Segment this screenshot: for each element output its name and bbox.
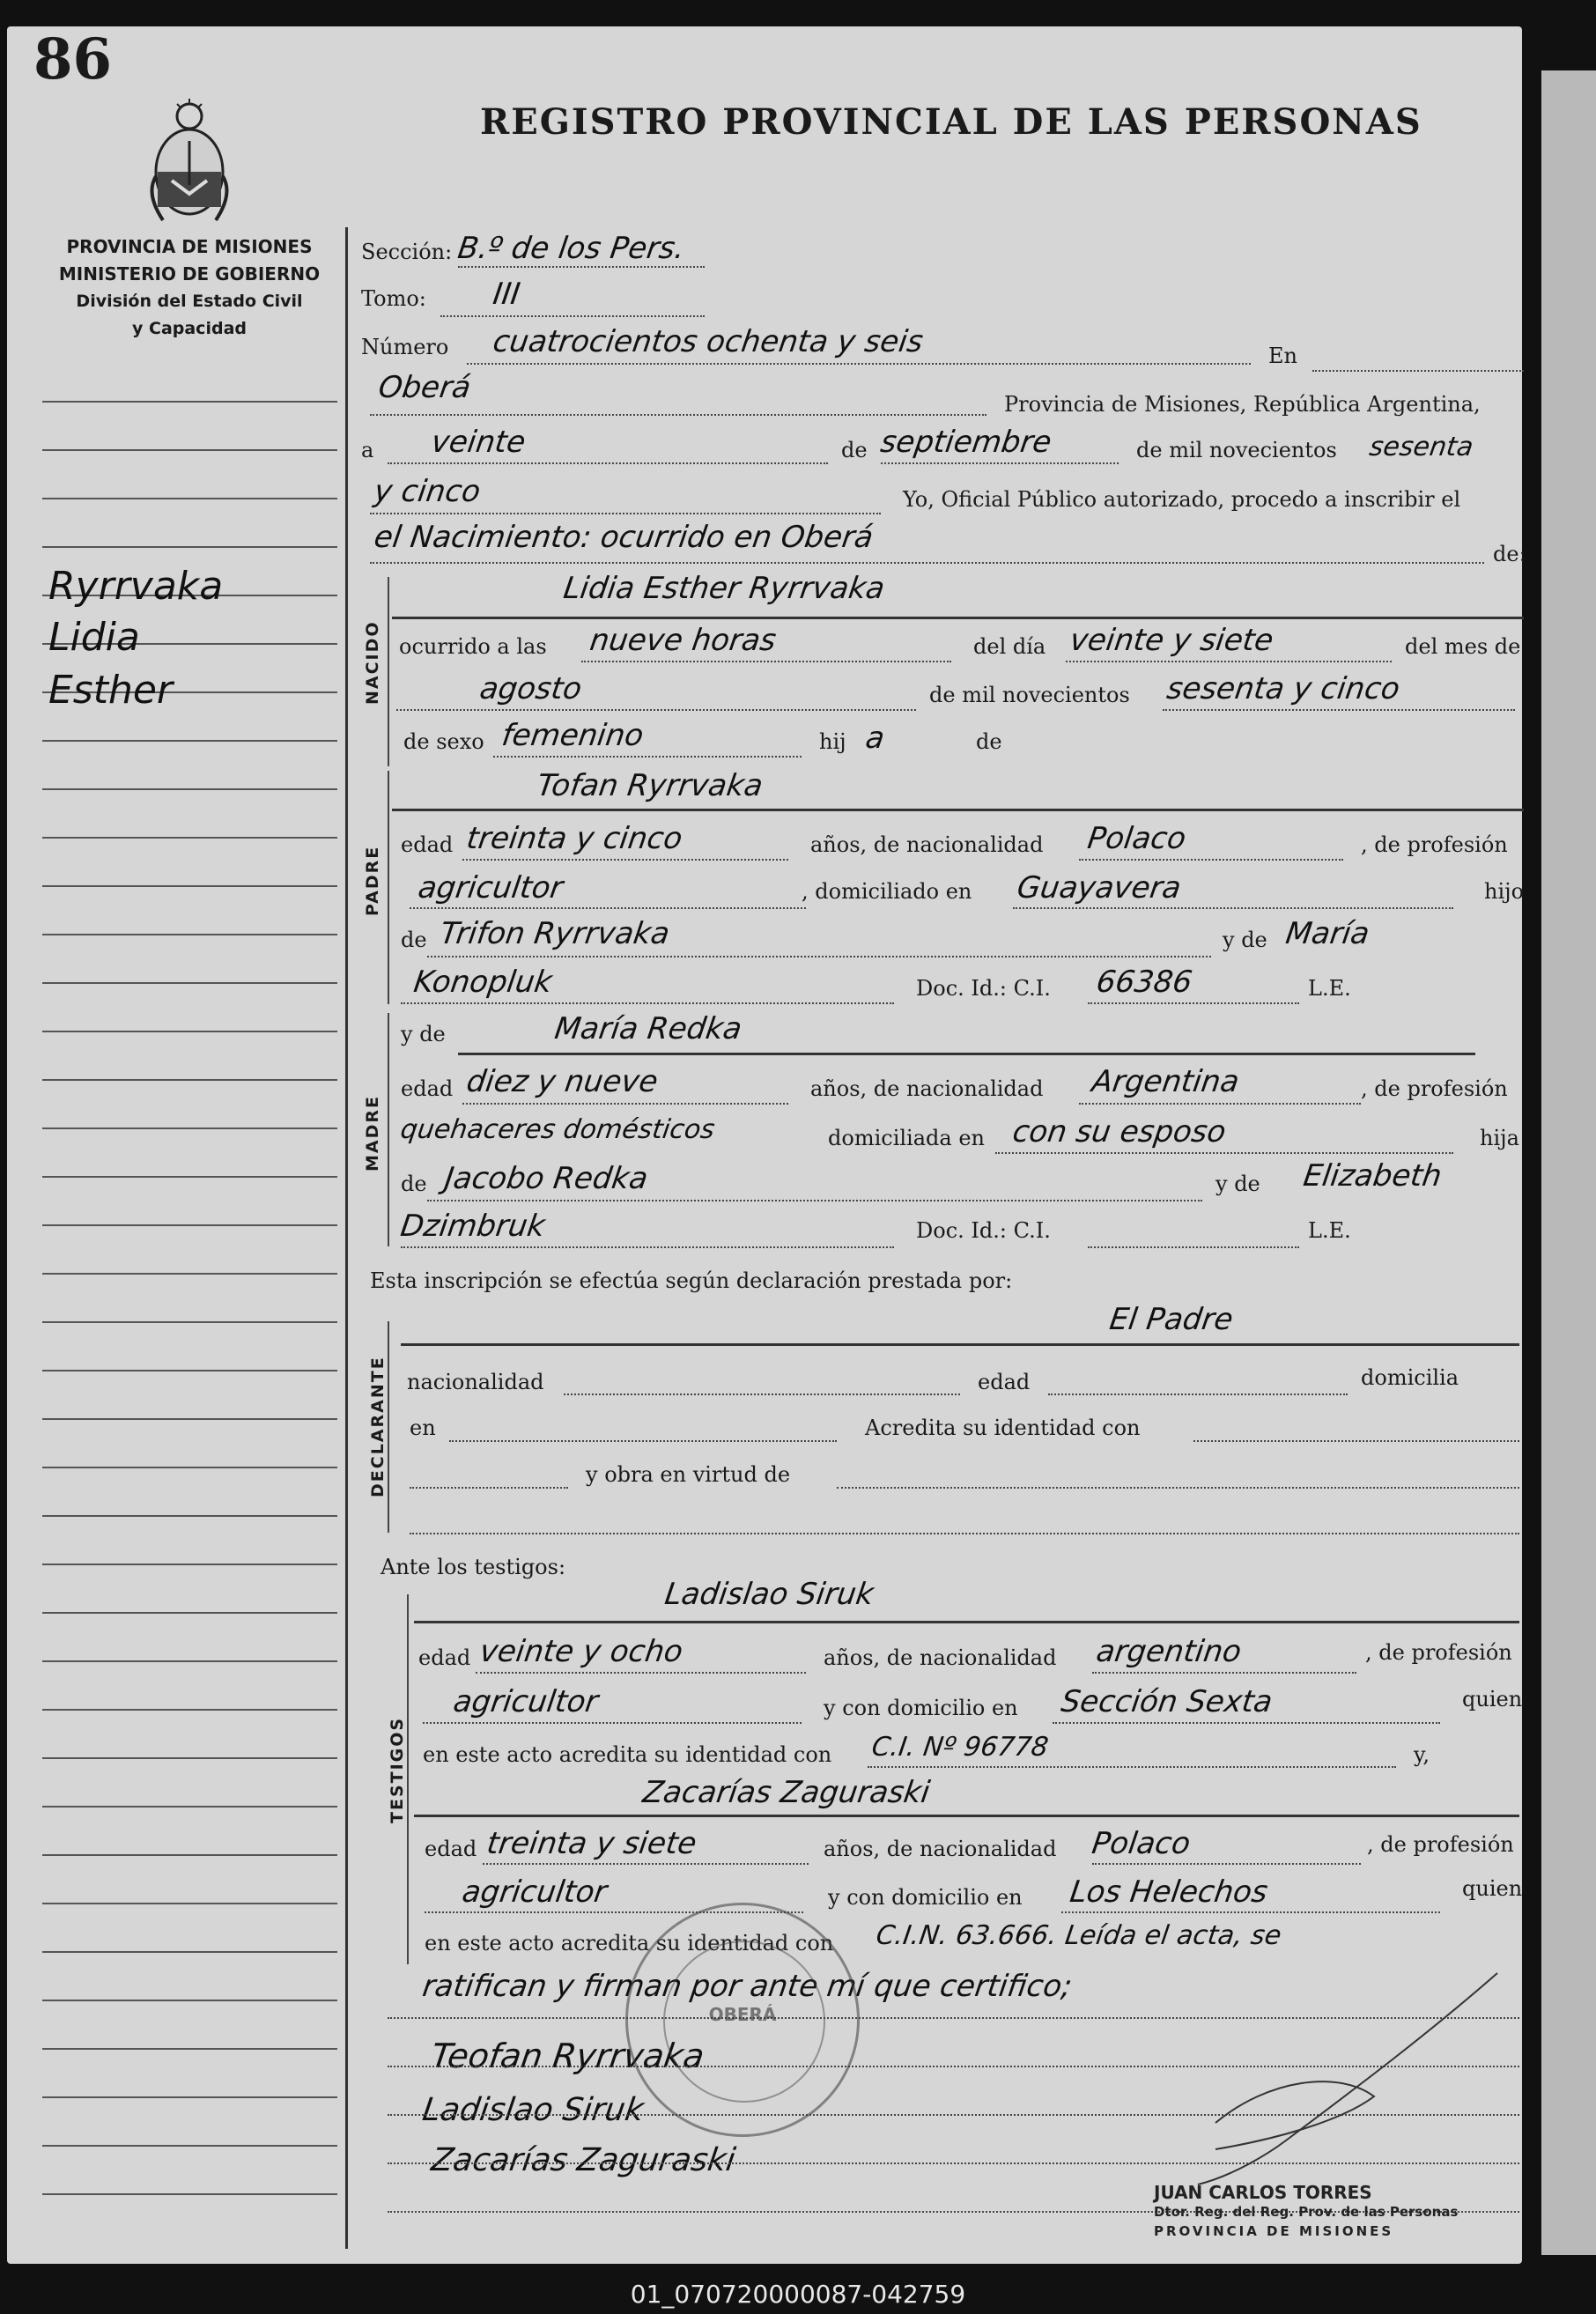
declarante-bar bbox=[388, 1321, 389, 1533]
officer-text: Yo, Oficial Público autorizado, procedo a inscribir el bbox=[903, 487, 1461, 512]
margin-rule bbox=[42, 1370, 337, 1371]
margin-rule bbox=[42, 1564, 337, 1565]
de-colon-label: de: bbox=[1493, 542, 1526, 566]
father-yde-label: y de bbox=[1223, 928, 1267, 952]
margin-rule bbox=[42, 498, 337, 499]
father-nat-line bbox=[1079, 859, 1343, 861]
maternal-grandfather: Jacobo Redka bbox=[442, 1161, 651, 1196]
father-doc-value: 66386 bbox=[1094, 965, 1194, 1000]
mother-prof-value: quehaceres domésticos bbox=[398, 1114, 717, 1145]
year-value: sesenta bbox=[1367, 432, 1475, 462]
closing-text: ratifican y firman por ante mí que certifico; bbox=[420, 1969, 1075, 2004]
witness1-rule bbox=[414, 1621, 1519, 1623]
numero-label: Número bbox=[361, 335, 449, 359]
mother-nat-value: Argentina bbox=[1090, 1064, 1242, 1099]
coat-of-arms-icon bbox=[145, 97, 233, 229]
declarante-value: El Padre bbox=[1107, 1302, 1236, 1337]
maternal-grandmother-surname: Dzimbruk bbox=[398, 1209, 548, 1244]
margin-rule bbox=[42, 449, 337, 451]
mother-prof-label: , de profesión bbox=[1361, 1076, 1508, 1101]
madre-section-label: MADRE bbox=[363, 1095, 382, 1172]
mother-edad-line bbox=[462, 1103, 788, 1105]
father-edad-label: edad bbox=[401, 832, 454, 857]
maternal-grandmother: Elizabeth bbox=[1301, 1158, 1445, 1194]
maternal-grandmother-line bbox=[401, 1246, 894, 1248]
place-line bbox=[370, 414, 986, 416]
mother-de-label: de bbox=[401, 1172, 427, 1196]
testigos-intro: Ante los testigos: bbox=[381, 1555, 566, 1579]
declarante-rule bbox=[401, 1343, 1519, 1346]
maternal-grandfather-line bbox=[427, 1200, 1202, 1201]
birth-month-value: agosto bbox=[477, 671, 584, 706]
decl-obra-label: y obra en virtud de bbox=[586, 1462, 791, 1487]
w1-nat-label: años, de nacionalidad bbox=[824, 1645, 1057, 1670]
w1-prof-line bbox=[423, 1722, 802, 1724]
year-label: de mil novecientos bbox=[1136, 438, 1337, 462]
padre-bar bbox=[388, 771, 389, 1004]
margin-rule bbox=[42, 1079, 337, 1081]
margin-rule bbox=[42, 837, 337, 839]
w2-acredita-label: en este acto acredita su identidad con bbox=[425, 1931, 834, 1955]
father-name-rule bbox=[392, 809, 1524, 811]
birth-month-line bbox=[396, 709, 916, 711]
witness2-name: Zacarías Zaguraski bbox=[640, 1775, 933, 1810]
mother-yde-label: y de bbox=[1215, 1172, 1260, 1196]
hij-label: hij bbox=[819, 729, 846, 754]
margin-rule bbox=[42, 1515, 337, 1517]
file-id: 01_070720000087-042759 bbox=[630, 2280, 966, 2309]
grandmother-line bbox=[401, 1002, 894, 1004]
margin-rule bbox=[42, 1418, 337, 1420]
mother-edad-value: diez y nueve bbox=[464, 1064, 661, 1099]
birth-year-line bbox=[1163, 709, 1515, 711]
ocurrido-label: ocurrido a las bbox=[399, 634, 547, 659]
year2-line bbox=[370, 513, 881, 514]
official-signature-icon bbox=[1163, 1964, 1515, 2193]
margin-rule bbox=[42, 1951, 337, 1953]
del-mes-label: del mes de bbox=[1405, 634, 1521, 659]
declarante-section-label: DECLARANTE bbox=[368, 1356, 388, 1497]
event-value: el Nacimiento: ocurrido en Oberá bbox=[372, 520, 876, 555]
ministry-block bbox=[35, 233, 344, 343]
w2-prof-label: , de profesión bbox=[1367, 1832, 1514, 1857]
day-value: veinte bbox=[429, 425, 528, 460]
decl-obra-pre-line bbox=[410, 1487, 568, 1489]
w1-acredita-label: en este acto acredita su identidad con bbox=[423, 1742, 832, 1767]
testigos-bar bbox=[407, 1594, 409, 1964]
official-block bbox=[1154, 2183, 1458, 2241]
margin-rule bbox=[42, 982, 337, 984]
father-nat-value: Polaco bbox=[1085, 821, 1188, 856]
mother-nat-line bbox=[1079, 1103, 1361, 1105]
official-province: PROVINCIA DE MISIONES bbox=[1154, 2223, 1394, 2239]
nacido-de-label: de bbox=[976, 729, 1002, 754]
hij-value: a bbox=[863, 721, 887, 756]
capacity-label: y Capacidad bbox=[132, 319, 247, 338]
tomo-value: III bbox=[491, 277, 522, 312]
tomo-line bbox=[440, 315, 705, 317]
a-label: a bbox=[361, 438, 374, 462]
father-edad-value: treinta y cinco bbox=[464, 821, 685, 856]
column-divider bbox=[345, 227, 348, 2249]
w1-acredita-line bbox=[868, 1766, 1396, 1768]
sexo-label: de sexo bbox=[403, 729, 484, 754]
w1-dom-label: y con domicilio en bbox=[824, 1696, 1018, 1720]
decl-obra-line bbox=[837, 1487, 1519, 1489]
document-title: REGISTRO PROVINCIAL DE LAS PERSONAS bbox=[480, 101, 1422, 143]
margin-rule bbox=[42, 2000, 337, 2001]
mother-dom-label: domiciliada en bbox=[828, 1126, 985, 1150]
margin-surname: Ryrrvaka bbox=[48, 564, 224, 609]
mother-doc-label: Doc. Id.: C.I. bbox=[916, 1218, 1051, 1243]
official-stamp bbox=[625, 1903, 860, 2137]
father-doc-label: Doc. Id.: C.I. bbox=[916, 976, 1051, 1001]
numero-line bbox=[467, 363, 1251, 365]
decl-extra-line bbox=[410, 1533, 1519, 1534]
father-doc-line bbox=[1088, 1002, 1299, 1004]
testigos-section-label: TESTIGOS bbox=[388, 1716, 407, 1823]
paternal-grandmother-surname: Konopluk bbox=[411, 965, 555, 1000]
witness2-rule bbox=[414, 1815, 1519, 1817]
decl-nat-label: nacionalidad bbox=[407, 1370, 544, 1394]
margin-rule bbox=[42, 2193, 337, 2195]
father-dom-line bbox=[1013, 907, 1453, 909]
paternal-grandfather: Trifon Ryrrvaka bbox=[438, 916, 672, 951]
mother-name-rule bbox=[458, 1053, 1475, 1055]
father-prof-value: agricultor bbox=[416, 870, 565, 906]
margin-second-name: Esther bbox=[48, 668, 174, 713]
w2-nat-line bbox=[1092, 1863, 1361, 1865]
w1-dom-line bbox=[1053, 1722, 1440, 1724]
nacido-name-rule bbox=[392, 617, 1524, 619]
w2-nat-label: años, de nacionalidad bbox=[824, 1837, 1057, 1861]
margin-rule bbox=[42, 401, 337, 403]
w1-nat-line bbox=[1092, 1672, 1356, 1674]
w1-dom-value: Sección Sexta bbox=[1059, 1684, 1275, 1719]
event-line bbox=[370, 562, 1484, 564]
w2-dom-label: y con domicilio en bbox=[828, 1885, 1023, 1910]
margin-rule bbox=[42, 1273, 337, 1275]
margin-rule bbox=[42, 1806, 337, 1808]
w2-acredita-value: C.I.N. 63.666. Leída el acta, se bbox=[874, 1920, 1283, 1951]
place-value: Oberá bbox=[376, 370, 473, 405]
nacido-section-label: NACIDO bbox=[363, 620, 382, 705]
father-edad-line bbox=[462, 859, 788, 861]
margin-rule bbox=[42, 1031, 337, 1032]
w2-dom-value: Los Helechos bbox=[1068, 1874, 1270, 1910]
w1-acredita-value: C.I. Nº 96778 bbox=[869, 1732, 1051, 1763]
witness1-name: Ladislao Siruk bbox=[662, 1577, 876, 1612]
decl-en-line bbox=[449, 1440, 837, 1442]
seccion-value: B.º de los Pers. bbox=[455, 231, 687, 266]
father-de-label: de bbox=[401, 928, 427, 952]
margin-rule bbox=[42, 788, 337, 790]
hour-value: nueve horas bbox=[587, 623, 779, 658]
margin-rule bbox=[42, 740, 337, 742]
father-hijo-label: hijo bbox=[1484, 879, 1525, 904]
margin-rule bbox=[42, 1854, 337, 1856]
signature-father: Teofan Ryrrvaka bbox=[428, 2037, 707, 2075]
w1-edad-line bbox=[476, 1672, 806, 1674]
signature-witness2: Zacarías Zaguraski bbox=[429, 2142, 738, 2178]
w1-edad-value: veinte y ocho bbox=[477, 1634, 685, 1669]
margin-rule bbox=[42, 546, 337, 548]
hour-line bbox=[581, 661, 951, 662]
father-nat-label: años, de nacionalidad bbox=[810, 832, 1044, 857]
margin-rule bbox=[42, 1127, 337, 1129]
division-label: División del Estado Civil bbox=[76, 292, 303, 311]
mother-doc-line bbox=[1088, 1246, 1299, 1248]
numero-value: cuatrocientos ochenta y seis bbox=[491, 324, 926, 359]
margin-rule bbox=[42, 2145, 337, 2147]
w2-edad-line bbox=[483, 1863, 809, 1865]
stamp-text: OBERÁ bbox=[708, 2004, 777, 2025]
w2-dom-line bbox=[1061, 1911, 1440, 1913]
mother-name: María Redka bbox=[552, 1011, 744, 1046]
paternal-grandfather-line bbox=[427, 956, 1211, 957]
father-dom-value: Guayavera bbox=[1015, 870, 1184, 906]
seccion-line bbox=[458, 266, 705, 268]
mother-nat-label: años, de nacionalidad bbox=[810, 1076, 1044, 1101]
day-line bbox=[388, 462, 828, 464]
margin-rule bbox=[42, 1176, 337, 1178]
w2-prof-value: agricultor bbox=[460, 1874, 610, 1910]
en-label: En bbox=[1268, 344, 1297, 368]
de-label: de bbox=[841, 438, 868, 462]
nacido-bar bbox=[388, 577, 389, 766]
w1-edad-label: edad bbox=[418, 1645, 471, 1670]
province-text: Provincia de Misiones, República Argentina, bbox=[1004, 392, 1481, 417]
official-title: Dtor. Reg. del Reg. Prov. de las Personas bbox=[1154, 2204, 1459, 2220]
margin-rule bbox=[42, 885, 337, 887]
w1-quien-label: quien bbox=[1462, 1687, 1523, 1711]
decl-nat-line bbox=[564, 1394, 960, 1395]
father-prof-line bbox=[410, 907, 806, 909]
decl-acredita-label: Acredita su identidad con bbox=[865, 1416, 1141, 1440]
tomo-label: Tomo: bbox=[361, 286, 426, 311]
w2-nat-value: Polaco bbox=[1090, 1826, 1193, 1861]
province-label: PROVINCIA DE MISIONES bbox=[66, 236, 313, 257]
margin-rule bbox=[42, 1660, 337, 1662]
father-dom-label: , domiciliado en bbox=[802, 879, 972, 904]
adjacent-page-edge bbox=[1541, 70, 1596, 2255]
margin-rule bbox=[42, 934, 337, 935]
sexo-value: femenino bbox=[499, 718, 647, 753]
signature-witness1: Ladislao Siruk bbox=[420, 2092, 647, 2128]
margin-rule bbox=[42, 1903, 337, 1904]
decl-edad-line bbox=[1048, 1394, 1348, 1395]
margin-rule bbox=[42, 1224, 337, 1226]
decl-edad-label: edad bbox=[978, 1370, 1031, 1394]
birth-day-line bbox=[1066, 661, 1392, 662]
sexo-line bbox=[493, 756, 802, 758]
year-value-2: y cinco bbox=[372, 474, 483, 509]
father-prof-label: , de profesión bbox=[1361, 832, 1508, 857]
father-le-label: L.E. bbox=[1308, 976, 1351, 1001]
margin-rule bbox=[42, 2096, 337, 2098]
margin-rule bbox=[42, 2048, 337, 2050]
birth-year-value: sesenta y cinco bbox=[1164, 671, 1402, 706]
del-dia-label: del día bbox=[973, 634, 1046, 659]
w1-y-label: y, bbox=[1414, 1742, 1430, 1767]
margin-rule bbox=[42, 1612, 337, 1614]
w2-edad-value: treinta y siete bbox=[484, 1826, 699, 1861]
mother-edad-label: edad bbox=[401, 1076, 454, 1101]
margin-rule bbox=[42, 1757, 337, 1759]
official-name: JUAN CARLOS TORRES bbox=[1154, 2182, 1372, 2203]
birth-day-value: veinte y siete bbox=[1068, 623, 1276, 658]
month-value: septiembre bbox=[878, 425, 1054, 460]
birth-year-label: de mil novecientos bbox=[929, 683, 1130, 707]
mother-dom-value: con su esposo bbox=[1010, 1114, 1229, 1150]
margin-first-name: Lidia bbox=[48, 615, 140, 660]
ministry-label: MINISTERIO DE GOBIERNO bbox=[58, 263, 321, 285]
margin-rule bbox=[42, 1321, 337, 1323]
decl-acredita-line bbox=[1193, 1440, 1519, 1442]
margin-rule bbox=[42, 1467, 337, 1468]
w1-prof-value: agricultor bbox=[451, 1684, 601, 1719]
nacido-name: Lidia Esther Ryrrvaka bbox=[561, 571, 887, 606]
padre-section-label: PADRE bbox=[363, 845, 382, 916]
page-number: 86 bbox=[33, 26, 113, 92]
margin-rule bbox=[42, 1709, 337, 1711]
en-line bbox=[1312, 370, 1524, 372]
seccion-label: Sección: bbox=[361, 240, 453, 264]
w1-nat-value: argentino bbox=[1094, 1634, 1244, 1669]
father-name: Tofan Ryrrvaka bbox=[535, 768, 765, 803]
decl-domicilia-label: domicilia bbox=[1361, 1365, 1459, 1390]
madre-bar bbox=[388, 1013, 389, 1246]
w2-quien-label: quien bbox=[1462, 1876, 1523, 1901]
decl-en-label: en bbox=[410, 1416, 436, 1440]
paternal-grandmother: María bbox=[1283, 916, 1372, 951]
month-line bbox=[881, 462, 1119, 464]
declarante-intro: Esta inscripción se efectúa según declaración prestada por: bbox=[370, 1268, 1013, 1293]
mother-dom-line bbox=[995, 1152, 1453, 1154]
madre-yde-label: y de bbox=[401, 1022, 446, 1046]
w2-edad-label: edad bbox=[425, 1837, 477, 1861]
w1-prof-label: , de profesión bbox=[1365, 1640, 1512, 1665]
mother-le-label: L.E. bbox=[1308, 1218, 1351, 1243]
mother-hija-label: hija bbox=[1480, 1126, 1519, 1150]
